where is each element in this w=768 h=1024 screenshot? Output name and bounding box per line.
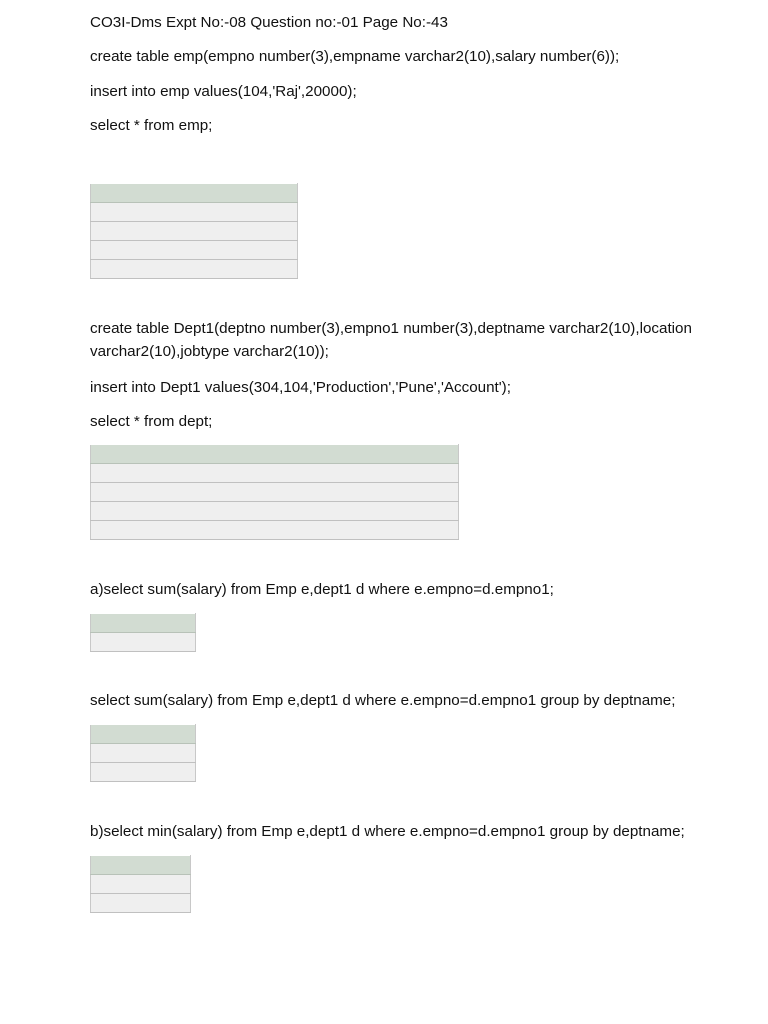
dept-select-sql: select * from dept; [90, 413, 213, 430]
table-row [91, 502, 459, 521]
table-row [91, 633, 196, 652]
table-cell [91, 260, 298, 279]
emp-result-table [90, 183, 298, 279]
table-row [91, 744, 196, 763]
table-header-cell [91, 614, 196, 633]
dept-result-table [90, 444, 459, 540]
table-cell [91, 633, 196, 652]
table-cell [91, 502, 459, 521]
dept-insert-sql: insert into Dept1 values(304,104,'Production','Pune','Account'); [90, 379, 511, 396]
table-cell [91, 521, 459, 540]
emp-create-sql: create table emp(empno number(3),empname varchar2(10),salary number(6)); [90, 48, 620, 65]
table-row [91, 241, 298, 260]
query-b-sql: b)select min(salary) from Emp e,dept1 d where e.empno=d.empno1 group by deptname; [90, 823, 685, 840]
table-row [91, 483, 459, 502]
query-a-result-table [90, 613, 196, 652]
table-header-row [91, 725, 196, 744]
table-cell [91, 203, 298, 222]
emp-select-sql: select * from emp; [90, 117, 213, 134]
table-row [91, 203, 298, 222]
query-a-sql: a)select sum(salary) from Emp e,dept1 d where e.empno=d.empno1; [90, 581, 554, 598]
table-row [91, 260, 298, 279]
table-row [91, 763, 196, 782]
table-cell [91, 763, 196, 782]
query-b-result-table [90, 855, 191, 913]
dept-create-sql: create table Dept1(deptno number(3),empno1 number(3),deptname varchar2(10),location varchar2(10),jobtype varchar2(10)); [90, 320, 692, 360]
table-cell [91, 894, 191, 913]
table-header-cell [91, 184, 298, 203]
table-row [91, 875, 191, 894]
table-header-row [91, 856, 191, 875]
table-row [91, 894, 191, 913]
table-cell [91, 464, 459, 483]
table-header-row [91, 445, 459, 464]
query-group-sql: select sum(salary) from Emp e,dept1 d where e.empno=d.empno1 group by deptname; [90, 692, 676, 709]
table-cell [91, 744, 196, 763]
emp-insert-sql: insert into emp values(104,'Raj',20000); [90, 83, 357, 100]
table-cell [91, 222, 298, 241]
table-header-row [91, 614, 196, 633]
table-row [91, 222, 298, 241]
query-group-result-table [90, 724, 196, 782]
table-row [91, 521, 459, 540]
table-row [91, 464, 459, 483]
table-header-cell [91, 856, 191, 875]
table-header-row [91, 184, 298, 203]
table-cell [91, 483, 459, 502]
page-header: CO3I-Dms Expt No:-08 Question no:-01 Page No:-43 [90, 14, 448, 31]
table-cell [91, 241, 298, 260]
table-cell [91, 875, 191, 894]
table-header-cell [91, 725, 196, 744]
table-header-cell [91, 445, 459, 464]
